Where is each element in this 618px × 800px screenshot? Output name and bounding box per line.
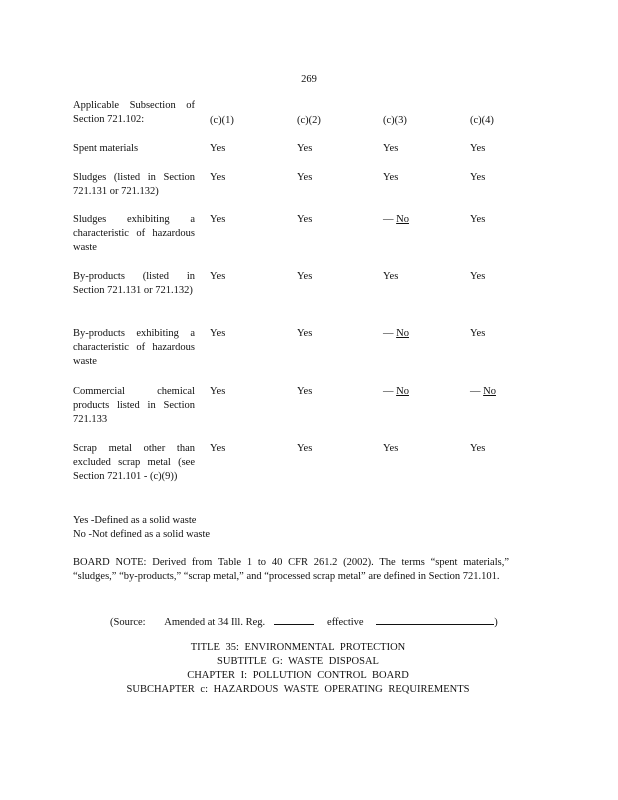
column-header-c3: (c)(3) — [383, 115, 407, 126]
row-value: Yes — [297, 143, 313, 154]
row-value: — No — [470, 386, 496, 397]
row-value: Yes — [383, 143, 399, 154]
row-value: Yes — [297, 214, 313, 225]
legend — [73, 514, 273, 542]
row-label: Commercial chemical products listed in Section 721.133 — [73, 386, 195, 425]
row-value: Yes — [383, 443, 399, 454]
column-header-c4: (c)(4) — [470, 115, 494, 126]
column-header-c1: (c)(1) — [210, 115, 234, 126]
row-value: Yes — [383, 172, 399, 183]
source-amended: Amended at 34 Ill. Reg. — [164, 617, 266, 628]
legend-no: No -Not defined as a solid waste — [73, 529, 211, 540]
row-value: Yes — [297, 271, 313, 282]
source-prefix: (Source: — [110, 617, 146, 628]
effective-date-blank — [376, 613, 494, 625]
row-value: Yes — [470, 328, 486, 339]
row-value: Yes — [383, 271, 399, 282]
row-value: Yes — [470, 214, 486, 225]
row-value: Yes — [470, 443, 486, 454]
row-value: Yes — [210, 386, 226, 397]
column-header-c2: (c)(2) — [297, 115, 321, 126]
row-value: Yes — [297, 386, 313, 397]
row-value: Yes — [210, 328, 226, 339]
heading-title: TITLE 35: ENVIRONMENTAL PROTECTION — [190, 642, 406, 653]
row-value: Yes — [470, 271, 486, 282]
row-value: Yes — [470, 143, 486, 154]
row-value: Yes — [297, 443, 313, 454]
row-value: Yes — [210, 172, 226, 183]
row-value: Yes — [210, 143, 226, 154]
code-heading — [0, 641, 596, 697]
row-label: Scrap metal other than excluded scrap metal (see Section 721.101 - (c)(9)) — [73, 443, 195, 482]
header-label: Applicable Subsection of Section 721.102: — [73, 100, 195, 125]
board-note: BOARD NOTE: Derived from Table 1 to 40 CFR 261.2 (2002). The terms “spent materials,” “sludges,” “by-products,” “scrap metal,” and “processed scrap metal” are defined in Section 721.101. — [73, 557, 509, 582]
source-effective: effective — [327, 617, 364, 628]
register-volume-blank — [274, 613, 314, 625]
row-value: Yes — [210, 214, 226, 225]
row-value: Yes — [297, 172, 313, 183]
source-suffix: ) — [494, 617, 498, 628]
row-label: By-products (listed in Section 721.131 or 721.132) — [73, 271, 195, 296]
heading-subchapter: SUBCHAPTER c: HAZARDOUS WASTE OPERATING REQUIREMENTS — [126, 684, 470, 695]
row-value: — No — [383, 214, 409, 225]
row-label: Spent materials — [73, 143, 139, 154]
row-value: Yes — [210, 271, 226, 282]
row-value: — No — [383, 386, 409, 397]
legend-yes: Yes -Defined as a solid waste — [73, 515, 197, 526]
row-label: By-products exhibiting a characteristic of hazardous waste — [73, 328, 195, 367]
row-value: — No — [383, 328, 409, 339]
source-line — [110, 613, 498, 630]
page-number: 269 — [301, 74, 317, 85]
row-label: Sludges exhibiting a characteristic of hazardous waste — [73, 214, 195, 253]
row-value: Yes — [210, 443, 226, 454]
row-value: Yes — [297, 328, 313, 339]
row-value: Yes — [470, 172, 486, 183]
row-label: Sludges (listed in Section 721.131 or 721.132) — [73, 172, 195, 197]
heading-chapter: CHAPTER I: POLLUTION CONTROL BOARD — [187, 670, 409, 681]
heading-subtitle: SUBTITLE G: WASTE DISPOSAL — [217, 656, 379, 667]
